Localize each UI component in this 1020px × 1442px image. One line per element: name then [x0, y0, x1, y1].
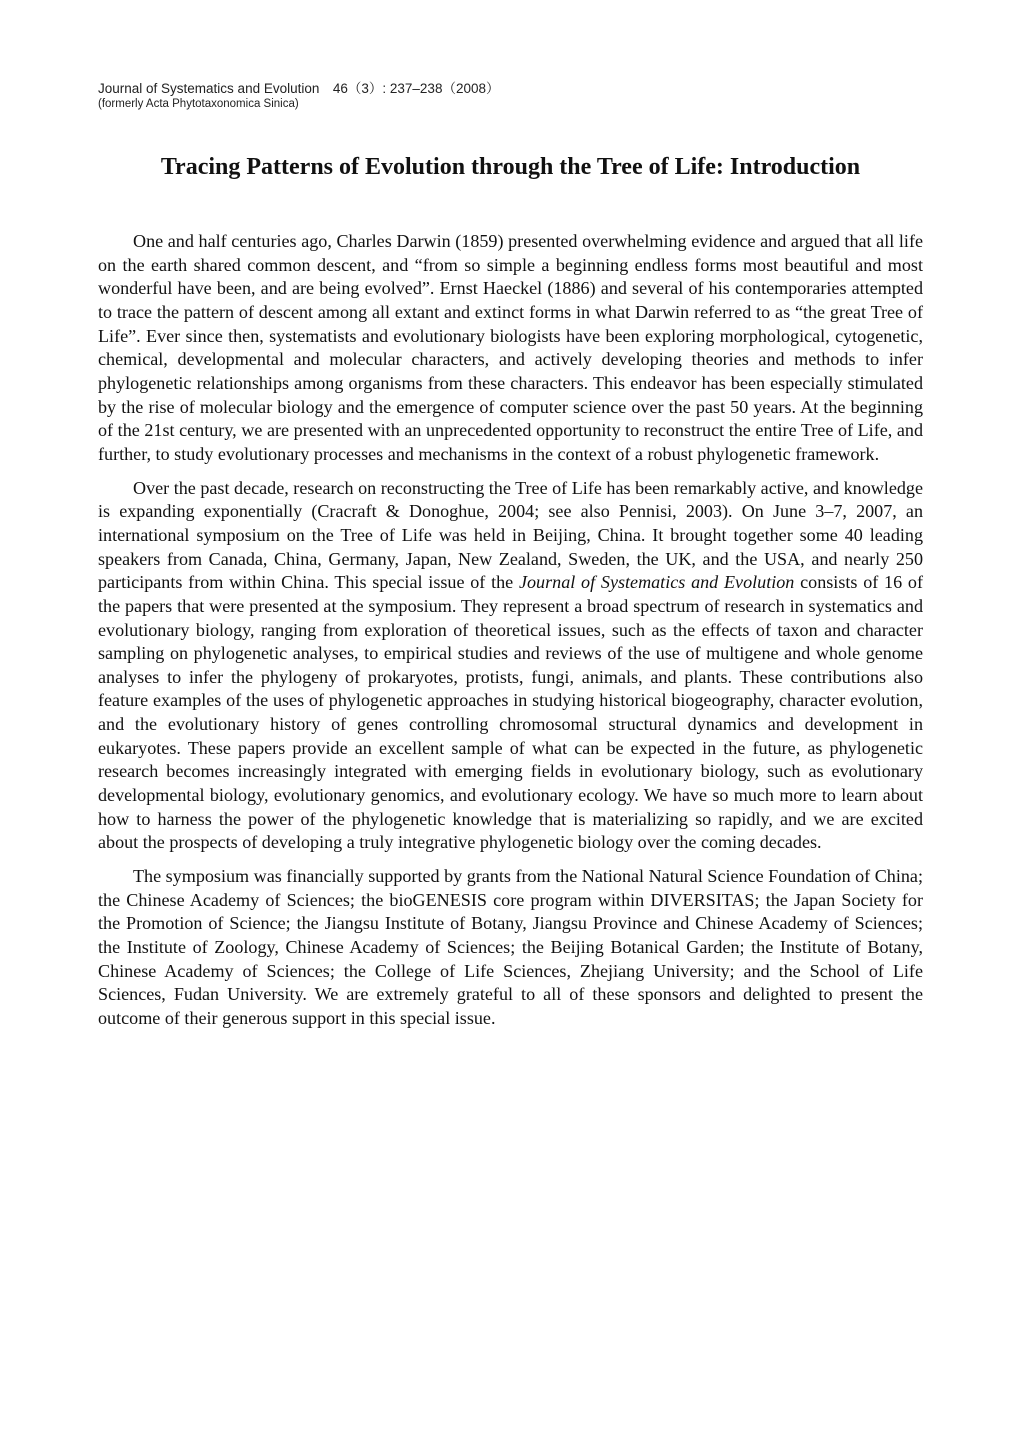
- paragraph-3: The symposium was financially supported by grants from the National Natural Science Foundation of China; the Chinese Academy of Sciences; the bioGENESIS core program within DIVERSITAS; the Japan Society for the Promotion of Science; the Jiangsu Institute of Botany, Jiangsu Province and Chinese Academy of Sciences; the Institute of Zoology, Chinese Academy of Sciences; the Beijing Botanical Garden; the Institute of Botany, Chinese Academy of Sciences; the College of Life Sciences, Zhejiang University; and the School of Life Sciences, Fudan University. We are extremely grateful to all of these sponsors and delighted to present the outcome of their generous support in this special issue.: [98, 866, 923, 1028]
- journal-citation: Journal of Systematics and Evolution 46（3）: 237–238（2008）: [98, 81, 500, 96]
- journal-name-italic: Journal of Systematics and Evolution: [518, 572, 795, 593]
- journal-former-name: (formerly Acta Phytotaxonomica Sinica): [98, 98, 299, 110]
- article-body: [98, 230, 923, 1031]
- journal-header: [98, 80, 499, 111]
- article-title: Tracing Patterns of Evolution through the Tree of Life: Introduction: [160, 154, 861, 180]
- paragraph-2: [98, 477, 923, 856]
- paragraph-1: One and half centuries ago, Charles Darwin (1859) presented overwhelming evidence and argued that all life on the earth shared common descent, and “from so simple a beginning endless forms most beautiful and most wonderful have been, and are being evolved”. Ernst Haeckel (1886) and several of his contemporaries attempted to trace the pattern of descent among all extant and extinct forms in what Darwin referred to as “the great Tree of Life”. Ever since then, systematists and evolutionary biologists have been exploring morphological, cytogenetic, chemical, developmental and molecular characters, and actively developing theories and methods to infer phylogenetic relationships among organisms from these characters. This endeavor has been especially stimulated by the rise of molecular biology and the emergence of computer science over the past 50 years. At the beginning of the 21st century, we are presented with an unprecedented opportunity to reconstruct the entire Tree of Life, and further, to study evolutionary processes and mechanisms in the context of a robust phylogenetic framework.: [98, 231, 923, 464]
- paragraph-2-part-2: consists of 16 of the papers that were presented at the symposium. They represent a broad spectrum of research in systematics and evolutionary biology, ranging from exploration of theoretical issues, such as the effects of taxon and character sampling on phylogenetic analyses, to empirical studies and reviews of the use of multigene and whole genome analyses to infer the phylogeny of prokaryotes, protists, fungi, animals, and plants. These contributions also feature examples of the uses of phylogenetic approaches in studying historical biogeography, character evolution, and the evolutionary history of genes controlling chromosomal structural dynamics and development in eukaryotes. These papers provide an excellent sample of what can be expected in the future, as phylogenetic research becomes increasingly integrated with emerging fields in evolutionary biology, such as evolutionary developmental biology, evolutionary genomics, and evolutionary ecology. We have so much more to learn about how to harness the power of the phylogenetic knowledge that is materializing so rapidly, and we are excited about the prospects of developing a truly integrative phylogenetic biology over the coming decades.: [98, 572, 923, 853]
- paragraph-2-part-1: Over the past decade, research on reconstructing the Tree of Life has been remarkably active, and knowledge is expanding exponentially (Cracraft & Donoghue, 2004; see also Pennisi, 2003). On June 3–7, 2007, an international symposium on the Tree of Life was held in Beijing, China. It brought together some 40 leading speakers from Canada, China, Germany, Japan, New Zealand, Sweden, the UK, and the USA, and nearly 250 participants from within China. This special issue of the: [98, 477, 923, 593]
